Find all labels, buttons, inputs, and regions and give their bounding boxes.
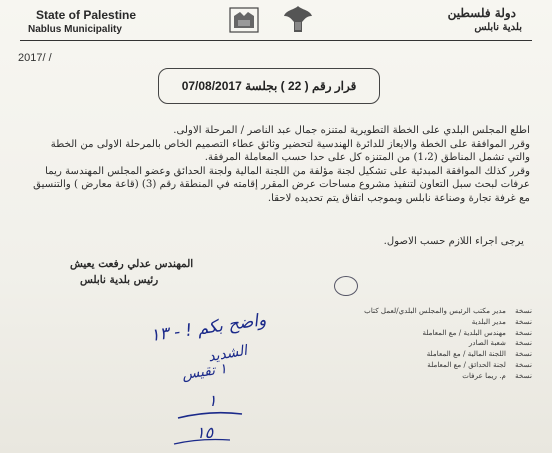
copies-list: [332, 306, 532, 382]
handwritten-note-line2: الشديد: [206, 342, 249, 366]
copy-item: نسخة اللجنة المالية / مع المعاملة: [426, 349, 532, 359]
stamp-mark: [334, 276, 358, 296]
header-ar-title: دولة فلسطين: [447, 6, 516, 20]
handwritten-note-line3: ١ تقيس: [181, 360, 228, 384]
body-line: اطلع المجلس البلدي على الخطة التطويرية لمتنزه جمال عبد الناصر / المرحلة الاولى.: [173, 125, 530, 136]
body-line: مع غرفة تجارة وصناعة نابلس وبموجب اتفاق يتم تحديده لاحقا.: [267, 192, 530, 204]
copy-item: نسخة مدير مكتب الرئيس والمجلس البلدي/لعمل كتاب: [364, 306, 532, 315]
fraction-denominator: ١٥: [196, 423, 214, 442]
date-reference: 2017/ /: [18, 52, 52, 64]
municipality-emblem-icon: [226, 2, 262, 36]
decision-title: قرار رقم ( 22 ) بجلسة 07/08/2017: [158, 68, 380, 104]
closing-line: يرجى اجراء اللازم حسب الاصول.: [383, 236, 524, 247]
eagle-emblem-icon: [280, 2, 316, 36]
header-divider: [20, 40, 532, 41]
decision-body: [26, 124, 530, 205]
body-line: عرفات لبحث سبل التعاون لتنفيذ مشروع مساحات عرض المقرر إقامته في المنطقة رقم (3) (قاعة معارض ) والتنسيق: [33, 179, 530, 190]
body-line: وقرر كذلك الموافقة المبدئية على تشكيل لجنة مؤلفة من اللجنة المالية ولجنة الحدائق وعضو المجلس المهندسة ريما: [45, 165, 530, 177]
fraction-numerator: ١: [208, 391, 217, 410]
header-en-title: State of Palestine: [36, 8, 137, 22]
header-ar-subtitle: بلدية نابلس: [474, 22, 522, 33]
handwritten-note-line1: واضح بكم ! - ١٣: [149, 309, 268, 347]
copy-item: نسخة لجنة الحدائق / مع المعاملة: [427, 359, 532, 369]
copy-item: نسخة مهندس البلدية / مع المعاملة: [422, 327, 532, 337]
body-line: وقرر الموافقة على الخطة والايعاز للدائرة الهندسية لتحضير وثائق عطاء التصميم الخاص بالمرحلة الاولى من الخطة: [50, 138, 530, 150]
handwritten-fraction: [170, 388, 250, 448]
copy-item: نسخة مدير البلدية: [471, 316, 532, 326]
signatory-title: رئيس بلدية نابلس: [80, 274, 159, 286]
signatory-name: المهندس عدلي رفعت يعيش: [70, 258, 194, 270]
copy-item: نسخة م. ريما عرفات: [462, 370, 532, 380]
header-en-subtitle: Nablus Municipality: [28, 24, 122, 35]
copy-item: نسخة شعبة الصادر: [468, 338, 532, 348]
body-line: والتي تشمل المناطق (1،2) من المتنزه كل على حدا حسب المعاملة المرفقة.: [204, 152, 530, 163]
